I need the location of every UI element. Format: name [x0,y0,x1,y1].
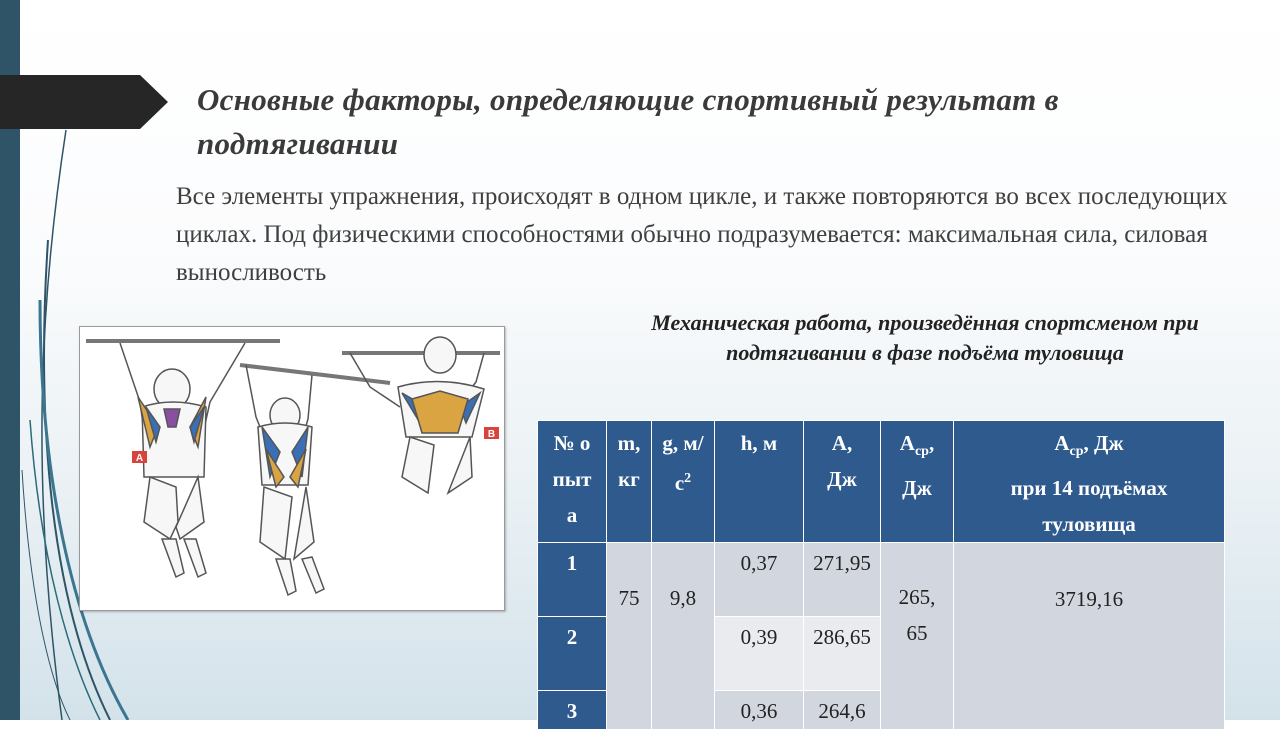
pullup-figure-drawing [80,327,504,610]
header-trial-number: № опыта [538,421,607,543]
row-3-height: 0,36 [715,691,804,730]
gravity-value: 9,8 [652,543,715,730]
work-table [537,420,1225,730]
header-mass: m, кг [607,421,652,543]
title-arrow-shape [0,75,170,129]
header-avg-work: $А_{ср}$, Дж [881,421,954,543]
header-work: А, Дж [804,421,881,543]
label-b: В [487,429,496,440]
figure-b [350,337,484,493]
row-2-work: 286,65 [804,617,881,691]
row-3-number: 3 [538,691,607,730]
slide-title: Основные факторы, определяющие спортивный результат в подтягивании [197,82,1059,161]
avg-work-14-value: 3719,16 [954,543,1225,730]
row-3-work: 264,6 [804,691,881,730]
row-2-number: 2 [538,617,607,691]
figure-middle [246,365,324,595]
body-paragraph: Все элементы упражнения, происходят в одном цикле, и также повторяются во всех последующих циклах. Под физическими способностями обычно подразумевается: максимальная сила, силовая выносливость [176,183,1228,286]
row-2-height: 0,39 [715,617,804,691]
row-1-work: 271,95 [804,543,881,617]
row-1-number: 1 [538,543,607,617]
header-avg-work-14: $А_{ср}$, Дж при 14 подъёмах туловища [954,421,1225,543]
avg-work-value: 265, 65 [881,543,954,730]
mass-value: 75 [607,543,652,730]
label-a: А [135,453,144,464]
pullup-illustration [79,326,505,611]
row-1-height: 0,37 [715,543,804,617]
header-gravity: g, $м/с^2$ [652,421,715,543]
header-height: h, м [715,421,804,543]
table-caption: Механическая работа, произведённая спортсменом при подтягивании в фазе подъёма туловища [651,310,1199,365]
